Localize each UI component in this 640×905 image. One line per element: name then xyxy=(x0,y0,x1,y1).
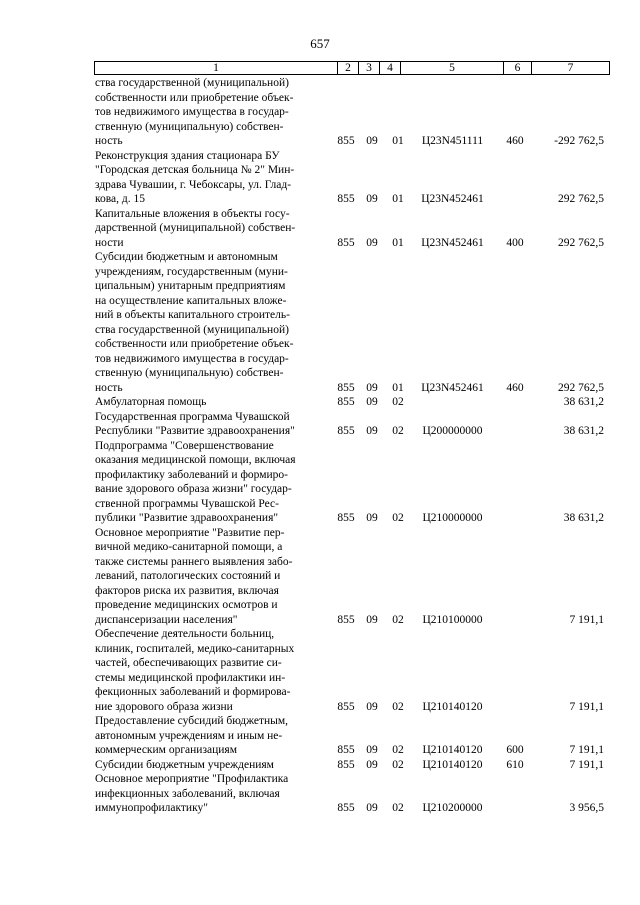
header-col-2: 2 xyxy=(345,62,351,74)
row-code-rz: 09 xyxy=(366,802,378,814)
row-code-pr: 02 xyxy=(392,700,404,713)
header-col-7: 7 xyxy=(567,62,574,74)
row-amount: 292 762,5 xyxy=(558,381,604,394)
table-row xyxy=(0,714,640,758)
row-code-vr: 600 xyxy=(506,744,524,756)
row-code-rz: 09 xyxy=(366,512,378,524)
row-code-rz: 09 xyxy=(366,396,378,408)
row-description: Реконструкция здания стационара БУ "Городская детская больница № 2" Мин- здрава Чувашии, г. Чебоксары, ул. Глад- кова, д. 15 xyxy=(95,149,295,205)
row-amount: 7 191,1 xyxy=(569,700,604,713)
row-description: Предоставление субсидий бюджетным, автономным учреждениям и иным не- коммерческим организациям xyxy=(95,715,289,756)
row-code-csr: Ц23N452461 xyxy=(421,236,484,249)
table-row xyxy=(0,149,640,207)
row-amount: 7 191,1 xyxy=(569,758,604,771)
row-code-rz: 09 xyxy=(366,613,378,626)
table-row xyxy=(0,758,640,773)
header-col-5: 5 xyxy=(449,62,455,74)
row-description: Государственная программа Чувашской Республики "Развитие здравоохранения" xyxy=(95,410,295,437)
row-code-pr: 02 xyxy=(392,802,404,814)
row-code-pr: 02 xyxy=(392,425,404,437)
table-row xyxy=(0,439,640,526)
row-code-csr: Ц210140120 xyxy=(422,700,483,713)
row-code-gr: 855 xyxy=(337,613,355,626)
table-row xyxy=(0,76,640,149)
row-code-gr: 855 xyxy=(337,425,355,437)
row-code-csr: Ц23N452461 xyxy=(421,381,484,394)
row-description: Обеспечение деятельности больниц, клиник, госпиталей, медико-санитарных частей, обеспечивающих развитие си- стемы медицинской профилактики ин- фекционных заболеваний и формирова- ние здорового образа жизни xyxy=(95,628,295,713)
row-code-pr: 01 xyxy=(392,193,404,205)
page-number: 657 xyxy=(310,36,330,51)
row-description: Субсидии бюджетным учреждениям xyxy=(95,758,274,771)
row-code-gr: 855 xyxy=(337,381,355,394)
row-description: Подпрограмма "Совершенствование оказания медицинской помощи, включая профилактику заболеваний и формиро- вание здорового образа жизни" государ- ственной программы Чувашской Рес- публики "Развитие здравоохранения" xyxy=(95,439,296,524)
table-row xyxy=(0,410,640,439)
row-code-gr: 855 xyxy=(337,396,355,408)
row-code-rz: 09 xyxy=(366,700,378,713)
row-description: Основное мероприятие "Профилактика инфекционных заболеваний, включая иммунопрофилактику" xyxy=(95,773,289,814)
row-code-csr: Ц210200000 xyxy=(422,802,483,814)
row-code-pr: 02 xyxy=(392,744,404,756)
header-col-1: 1 xyxy=(213,62,219,74)
row-code-gr: 855 xyxy=(337,744,355,756)
row-amount: 38 631,2 xyxy=(563,396,604,408)
table-row xyxy=(0,627,640,714)
row-amount: 292 762,5 xyxy=(558,236,604,249)
row-code-vr: 400 xyxy=(506,236,524,249)
table-header xyxy=(94,61,610,75)
row-code-pr: 02 xyxy=(392,613,404,626)
row-code-gr: 855 xyxy=(337,700,355,713)
row-amount: 38 631,2 xyxy=(563,425,604,437)
row-code-gr: 855 xyxy=(337,512,355,524)
row-code-gr: 855 xyxy=(337,135,355,147)
table-row xyxy=(0,772,640,816)
row-amount: 38 631,2 xyxy=(563,512,604,524)
row-amount: -292 762,5 xyxy=(554,135,604,147)
row-description: Основное мероприятие "Развитие пер- вичной медико-санитарной помощи, а также системы раннего выявления забо- леваний, патологических состояний и факторов риска их развития, включая проведение медицинских осмотров и диспансеризации населения" xyxy=(95,526,293,626)
header-col-6: 6 xyxy=(514,62,521,74)
row-code-pr: 01 xyxy=(392,236,404,249)
row-code-csr: Ц200000000 xyxy=(422,425,483,437)
row-description: ства государственной (муниципальной) собственности или приобретение объек- тов недвижимого имущества в государ- ственную (муниципальную) собствен- ность xyxy=(95,77,294,147)
row-code-pr: 01 xyxy=(392,381,404,394)
row-code-pr: 01 xyxy=(392,135,404,147)
row-code-pr: 02 xyxy=(392,512,404,524)
table-body xyxy=(0,76,640,816)
row-code-csr: Ц210140120 xyxy=(422,744,483,756)
header-col-3: 3 xyxy=(366,62,372,74)
row-description: Капитальные вложения в объекты госу- дарственной (муниципальной) собствен- ности xyxy=(95,207,296,249)
table-row xyxy=(0,395,640,410)
row-code-csr: Ц210000000 xyxy=(422,512,483,524)
table-row xyxy=(0,250,640,395)
row-code-pr: 02 xyxy=(392,758,404,771)
row-code-rz: 09 xyxy=(366,381,378,394)
row-code-rz: 09 xyxy=(366,193,378,205)
row-code-rz: 09 xyxy=(366,425,378,437)
row-code-vr: 460 xyxy=(506,135,524,147)
row-code-csr: Ц23N452461 xyxy=(421,193,484,205)
row-code-rz: 09 xyxy=(366,236,378,249)
row-code-gr: 855 xyxy=(337,758,355,771)
row-code-vr: 460 xyxy=(506,381,524,394)
table-row xyxy=(0,526,640,628)
row-amount: 7 191,1 xyxy=(569,744,604,756)
row-code-rz: 09 xyxy=(366,758,378,771)
row-description: Субсидии бюджетным и автономным учреждениям, государственным (муни- ципальным) унитарным предприятиям на осуществление капитальных вложе- ний в объекты капитального строитель- ства государственной (муниципальной) собственности или приобретение объек- тов недвижимого имущества в государ- ственную (муниципальную) собствен- ность xyxy=(95,251,294,394)
row-amount: 3 956,5 xyxy=(569,802,604,814)
row-amount: 292 762,5 xyxy=(558,193,604,205)
row-code-pr: 02 xyxy=(392,396,404,408)
row-code-gr: 855 xyxy=(337,802,355,814)
row-code-csr: Ц210100000 xyxy=(422,613,483,626)
row-code-csr: Ц23N451111 xyxy=(421,135,484,147)
table-row xyxy=(0,207,640,251)
row-code-rz: 09 xyxy=(366,744,378,756)
row-code-gr: 855 xyxy=(337,193,355,205)
row-code-rz: 09 xyxy=(366,135,378,147)
header-col-4: 4 xyxy=(387,62,393,74)
row-amount: 7 191,1 xyxy=(569,613,604,626)
row-code-csr: Ц210140120 xyxy=(422,758,483,771)
row-code-gr: 855 xyxy=(337,236,355,249)
row-description: Амбулаторная помощь xyxy=(95,396,207,408)
row-code-vr: 610 xyxy=(506,758,524,771)
